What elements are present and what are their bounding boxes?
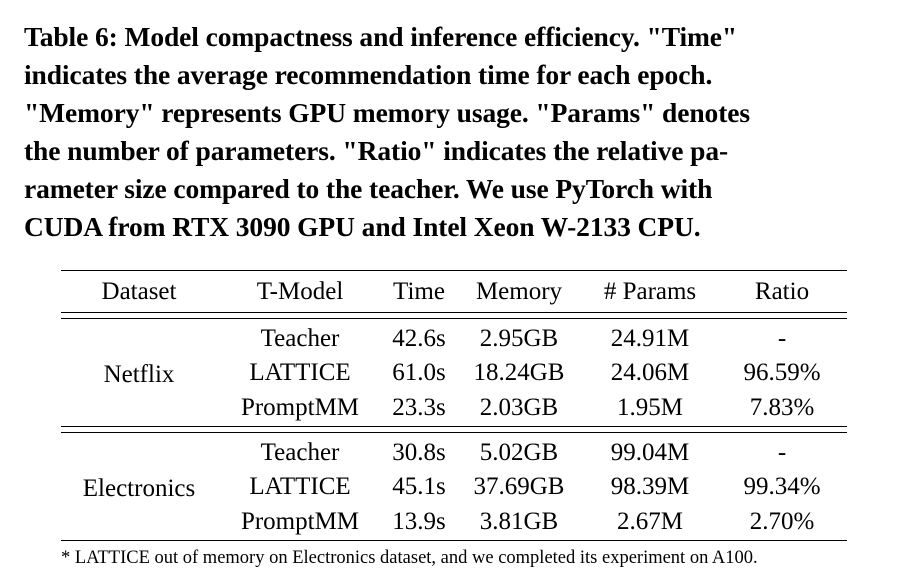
table-cell: 98.39M [610,472,690,500]
table-caption [24,18,890,246]
caption-line: "Memory" represents GPU memory usage. "Params" denotes [24,97,750,128]
table-row [61,319,847,355]
caption-line: rameter size compared to the teacher. We use PyTorch with [24,173,713,204]
table-cell: - [777,324,787,352]
table-header-row [61,271,847,313]
table-cell: 45.1s [392,472,446,500]
table-cell: Teacher [260,438,340,466]
table-cell: 42.6s [392,324,446,352]
table-cell: 18.24GB [473,358,565,386]
table-cell: LATTICE [249,472,351,500]
table-cell: 23.3s [392,394,446,422]
caption-line: indicates the average recommendation time for each epoch. [24,59,713,90]
caption-line: the number of parameters. "Ratio" indicates the relative pa- [24,135,729,166]
table-cell: 2.95GB [479,324,559,352]
table-cell: 37.69GB [473,472,565,500]
table-row [61,433,847,469]
dataset-cell: Netflix [103,360,175,388]
dataset-cell: Electronics [82,474,196,502]
table-footnote: * LATTICE out of memory on Electronics dataset, and we completed its experiment on A100. [61,548,758,568]
header-memory: Memory [475,277,563,305]
table-cell: 1.95M [617,394,683,422]
table-cell: Teacher [260,324,340,352]
table-cell: 30.8s [392,438,446,466]
efficiency-table [61,270,847,577]
table-cell: PromptMM [240,508,360,536]
header-ratio: Ratio [754,277,810,305]
table-cell: 7.83% [749,394,815,422]
table-cell: 24.91M [610,324,690,352]
table-cell: 99.34% [743,472,821,500]
table-cell: LATTICE [249,358,351,386]
header-params: # Params [603,277,697,305]
table-cell: 99.04M [610,438,690,466]
table-cell: - [777,438,787,466]
header-t-model: T-Model [256,277,344,305]
table-cell: 13.9s [392,508,446,536]
table-cell: 96.59% [743,358,821,386]
caption-line: CUDA from RTX 3090 GPU and Intel Xeon W-2133 CPU. [24,211,701,242]
table-cell: 2.67M [617,508,683,536]
table-cell: 24.06M [610,358,690,386]
header-time: Time [393,277,445,305]
table-cell: 2.03GB [479,394,559,422]
caption-line: Table 6: Model compactness and inference efficiency. "Time" [24,21,738,52]
table-cell: 5.02GB [479,438,559,466]
header-dataset: Dataset [101,277,177,305]
table-cell: PromptMM [240,394,360,422]
table-cell: 2.70% [749,508,815,536]
table-cell: 3.81GB [479,508,559,536]
table-cell: 61.0s [392,358,446,386]
